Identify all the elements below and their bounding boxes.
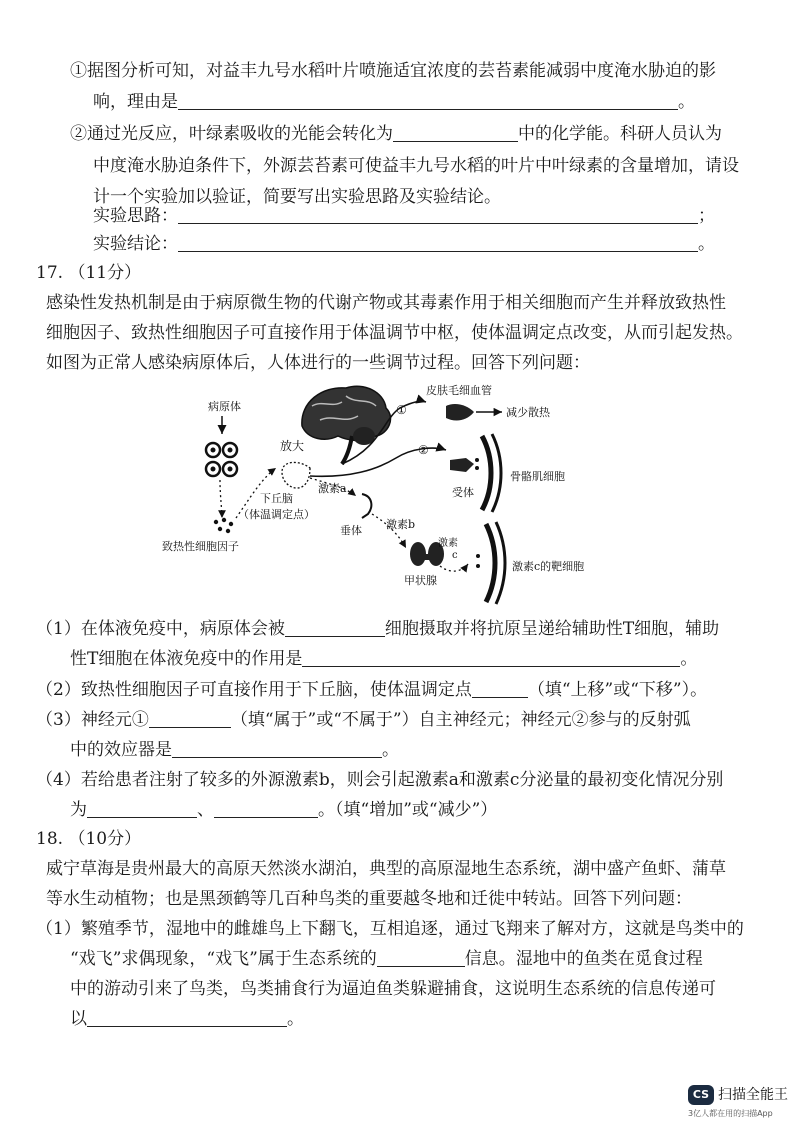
target-cell-label: 激素c的靶细胞	[512, 560, 585, 573]
answer-blank[interactable]	[393, 125, 518, 142]
skin-capillary-label: 皮肤毛细血管	[426, 384, 492, 397]
q18-header: 18. （10分）	[36, 829, 142, 849]
hormone-b-label: 激素b	[386, 518, 416, 531]
q17-s1-line-2: 性T细胞在体液免疫中的作用是 。	[70, 649, 698, 669]
q18-intro-2: 等水生动植物；也是黑颈鹤等几百种鸟类的重要越冬地和迁徙中转站。回答下列问题：	[46, 889, 692, 909]
thermoregulation-diagram	[150, 378, 620, 606]
pathogen-cells-icon	[206, 443, 237, 476]
camscanner-tagline: 3亿人都在用的扫描App	[688, 1109, 773, 1118]
less-heat-label: 减少散热	[506, 406, 550, 419]
q17-s1-line-1: （1）在体液免疫中，病原体会被 细胞摄取并将抗原呈递给辅助性T细胞，辅助	[36, 619, 720, 639]
hormone-c-label-1: 激素	[438, 538, 458, 549]
q17-s2-line: （2）致热性细胞因子可直接作用于下丘脑，使体温调定点 （填“上移”或“下移”）。	[36, 680, 708, 700]
hormone-c-arrow	[440, 564, 468, 571]
q17-intro-2: 细胞因子、致热性细胞因子可直接作用于体温调节中枢，使体温调定点改变，从而引起发热。	[46, 323, 743, 343]
neuron-1-marker: ①	[396, 403, 407, 417]
experiment-idea-blank[interactable]	[178, 207, 698, 224]
hypothalamus-label: 下丘脑	[260, 492, 293, 505]
q17-intro-1: 感染性发热机制是由于病原微生物的代谢产物或其毒素作用于相关细胞而产生并释放致热性	[46, 293, 726, 313]
answer-blank[interactable]	[302, 650, 680, 667]
answer-blank[interactable]	[87, 801, 197, 818]
q16-idea-line: 实验思路： ；	[93, 206, 715, 226]
hormone-c-label-2: c	[452, 550, 458, 561]
pituitary-shape	[362, 494, 371, 518]
answer-blank[interactable]	[285, 620, 385, 637]
q18-s1-line-3: 中的游动引来了鸟类，鸟类捕食行为逼迫鱼类躲避捕食，这说明生态系统的信息传递可	[70, 979, 716, 999]
pathogen-label: 病原体	[208, 400, 241, 413]
camscanner-logo: CS	[688, 1085, 714, 1105]
q18-s1-line-4: 以 。	[70, 1009, 304, 1029]
q16-conclusion-line: 实验结论： 。	[93, 234, 715, 254]
skeletal-muscle-icon	[450, 434, 501, 512]
brain-icon	[302, 386, 391, 464]
answer-blank[interactable]	[149, 711, 231, 728]
answer-blank[interactable]	[87, 1010, 287, 1027]
q17-header: 17. （11分）	[36, 263, 142, 283]
camscanner-brand: 扫描全能王	[718, 1087, 788, 1103]
q18-intro-1: 威宁草海是贵州最大的高原天然淡水湖泊，典型的高原湿地生态系统，湖中盛产鱼虾、蒲草	[46, 859, 726, 879]
receptor-label: 受体	[452, 486, 474, 499]
answer-blank[interactable]	[377, 950, 465, 967]
set-point-label: （体温调定点）	[238, 508, 315, 521]
answer-blank[interactable]	[472, 681, 528, 698]
answer-blank[interactable]	[178, 93, 678, 110]
q17-s3-line-2: 中的效应器是 。	[70, 740, 399, 760]
target-cell-icon	[476, 522, 505, 604]
skeletal-muscle-label: 骨骼肌细胞	[510, 470, 565, 483]
thyroid-label: 甲状腺	[404, 574, 437, 587]
q17-s3-line-1: （3）神经元① （填“属于”或“不属于”）自主神经元；神经元②参与的反射弧	[36, 710, 691, 730]
answer-blank[interactable]	[172, 741, 382, 758]
q16-line-5: 计一个实验加以验证，简要写出实验思路及实验结论。	[93, 187, 501, 207]
q17-intro-3: 如图为正常人感染病原体后，人体进行的一些调节过程。回答下列问题：	[46, 353, 590, 373]
neuron-2-marker: ②	[418, 443, 429, 457]
q16-line-1: ①据图分析可知，对益丰九号水稻叶片喷施适宜浓度的芸苔素能减弱中度淹水胁迫的影	[70, 61, 716, 81]
q18-s1-line-2: “戏飞”求偶现象，“戏飞”属于生态系统的 信息。湿地中的鱼类在觅食过程	[70, 949, 703, 969]
q17-s4-line-2: 为 、 。（填“增加”或“减少”）	[70, 800, 498, 820]
hypothalamus-shape	[282, 462, 310, 488]
cytokine-dots-icon	[214, 518, 233, 533]
pituitary-label: 垂体	[340, 524, 362, 537]
dotted-arrow-to-cytokine	[220, 480, 222, 518]
answer-blank[interactable]	[214, 801, 318, 818]
q16-line-4: 中度淹水胁迫条件下，外源芸苔素可使益丰九号水稻的叶片中叶绿素的含量增加，请设	[93, 156, 739, 176]
pyrogen-label: 致热性细胞因子	[162, 540, 239, 553]
q18-s1-line-1: （1）繁殖季节，湿地中的雌雄鸟上下翻飞，互相追逐，通过飞翔来了解对方，这就是鸟类中的	[36, 919, 744, 939]
q16-line-3: ②通过光反应，叶绿素吸收的光能会转化为 中的化学能。科研人员认为	[70, 124, 722, 144]
q17-s4-line-1: （4）若给患者注射了较多的外源激素b，则会引起激素a和激素c分泌量的最初变化情况分别	[36, 770, 724, 790]
experiment-conclusion-blank[interactable]	[178, 235, 698, 252]
capillary-icon	[446, 404, 474, 420]
amplify-label: 放大	[280, 439, 305, 453]
q16-line-2: 响，理由是 。	[93, 92, 695, 112]
hormone-a-label: 激素a	[318, 482, 347, 495]
